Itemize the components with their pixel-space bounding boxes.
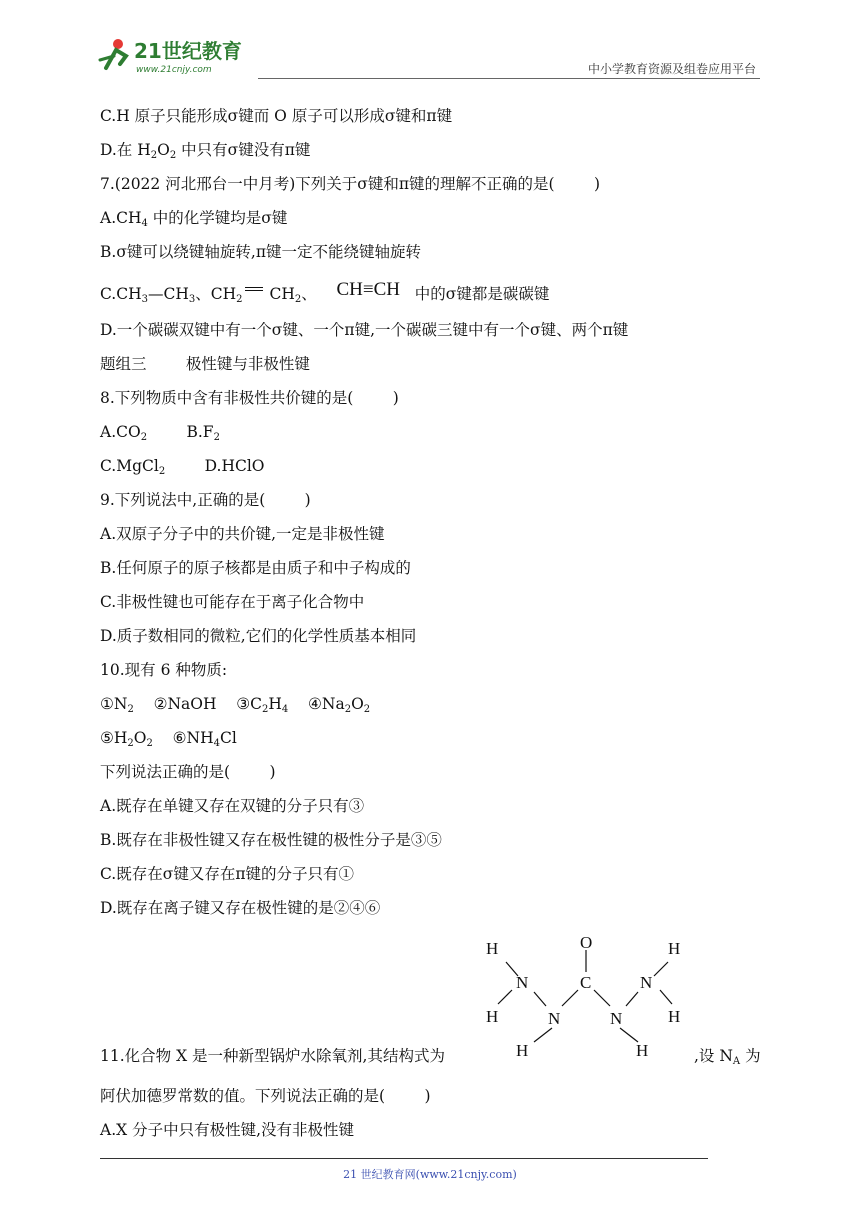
atom-h3: H bbox=[516, 1041, 529, 1060]
atom-c: C bbox=[580, 973, 592, 992]
option-9a: A.双原子分子中的共价键,一定是非极性键 bbox=[100, 525, 385, 543]
substances-row-1: $①N_2$ ②NaOH $③C_2H_4$ $④Na_2O_2$ bbox=[100, 695, 371, 715]
atom-n1: N bbox=[516, 973, 529, 992]
option-10c: C.既存在σ键又存在π键的分子只有① bbox=[100, 865, 355, 883]
options-8ab: $A.CO_2$ $B.F_2$ bbox=[100, 423, 220, 443]
option-6c: C.H 原子只能形成σ键而 O 原子可以形成σ键和π键 bbox=[100, 107, 453, 125]
option-9b: B.任何原子的原子核都是由质子和中子构成的 bbox=[100, 559, 411, 577]
option-7b: B.σ键可以绕键轴旋转,π键一定不能绕键轴旋转 bbox=[100, 243, 422, 261]
question-7: 7.(2022 河北邢台一中月考)下列关于σ键和π键的理解不正确的是( ) bbox=[100, 175, 601, 193]
atom-h4: H bbox=[636, 1041, 649, 1060]
atom-n4: N bbox=[640, 973, 653, 992]
footer-rule bbox=[100, 1158, 708, 1159]
question-11-stem: 阿伏加德罗常数的值。下列说法正确的是( ) bbox=[100, 1087, 431, 1105]
atom-n2: N bbox=[548, 1009, 561, 1028]
option-10a: A.既存在单键又存在双键的分子只有③ bbox=[100, 797, 365, 815]
question-9: 9.下列说法中,正确的是( ) bbox=[100, 491, 311, 509]
question-11-tail: ,设 $N_A$ 为 bbox=[694, 1047, 761, 1067]
option-7c: $C.CH_3—CH_3$、$CH_2$ $CH_2$、 CH≡CH 中的σ键都是碳碳键 bbox=[100, 279, 550, 305]
substances-row-2: $⑤H_2O_2$ $⑥NH_4Cl$ bbox=[100, 729, 237, 749]
page-footer: 21 世纪教育网(www.21cnjy.com) bbox=[343, 1168, 517, 1181]
options-8cd: C.MgCl$_2$ D.HClO bbox=[100, 457, 265, 477]
header-rule bbox=[258, 78, 760, 79]
option-10d: D.既存在离子键又存在极性键的是②④⑥ bbox=[100, 899, 381, 917]
atom-n3: N bbox=[610, 1009, 623, 1028]
site-logo bbox=[96, 34, 266, 76]
atom-o: O bbox=[580, 933, 593, 952]
question-10-stem: 下列说法正确的是( ) bbox=[100, 763, 276, 781]
option-7d: D.一个碳碳双键中有一个σ键、一个π键,一个碳碳三键中有一个σ键、两个π键 bbox=[100, 321, 629, 339]
header-platform-text: 中小学教育资源及组卷应用平台 bbox=[587, 62, 756, 76]
atom-h2: H bbox=[486, 1007, 499, 1026]
question-10: 10.现有 6 种物质: bbox=[100, 661, 228, 679]
atom-h1: H bbox=[486, 939, 499, 958]
option-11a: A.X 分子中只有极性键,没有非极性键 bbox=[100, 1121, 355, 1139]
acetylene-formula: CH≡CH bbox=[336, 279, 400, 300]
group-3-title: 题组三 极性键与非极性键 bbox=[100, 355, 310, 373]
option-9d: D.质子数相同的微粒,它们的化学性质基本相同 bbox=[100, 627, 417, 645]
option-6d: D.在 $H_2O_2$ 中只有σ键没有π键 bbox=[100, 141, 311, 161]
option-7a: $A.CH_4$ 中的化学键均是σ键 bbox=[100, 209, 288, 229]
logo-url: www.21cnjy.com bbox=[136, 65, 212, 75]
option-9c: C.非极性键也可能存在于离子化合物中 bbox=[100, 593, 365, 611]
logo-title: 21世纪教育 bbox=[134, 39, 242, 63]
atom-h5: H bbox=[668, 1007, 681, 1026]
compound-x-structure bbox=[476, 930, 696, 1065]
option-10b: B.既存在非极性键又存在极性键的极性分子是③⑤ bbox=[100, 831, 442, 849]
page-header bbox=[96, 30, 760, 78]
atom-h6: H bbox=[668, 939, 681, 958]
question-11: 11.化合物 X 是一种新型锅炉水除氧剂,其结构式为 bbox=[100, 1047, 445, 1065]
question-8: 8.下列物质中含有非极性共价键的是( ) bbox=[100, 389, 399, 407]
